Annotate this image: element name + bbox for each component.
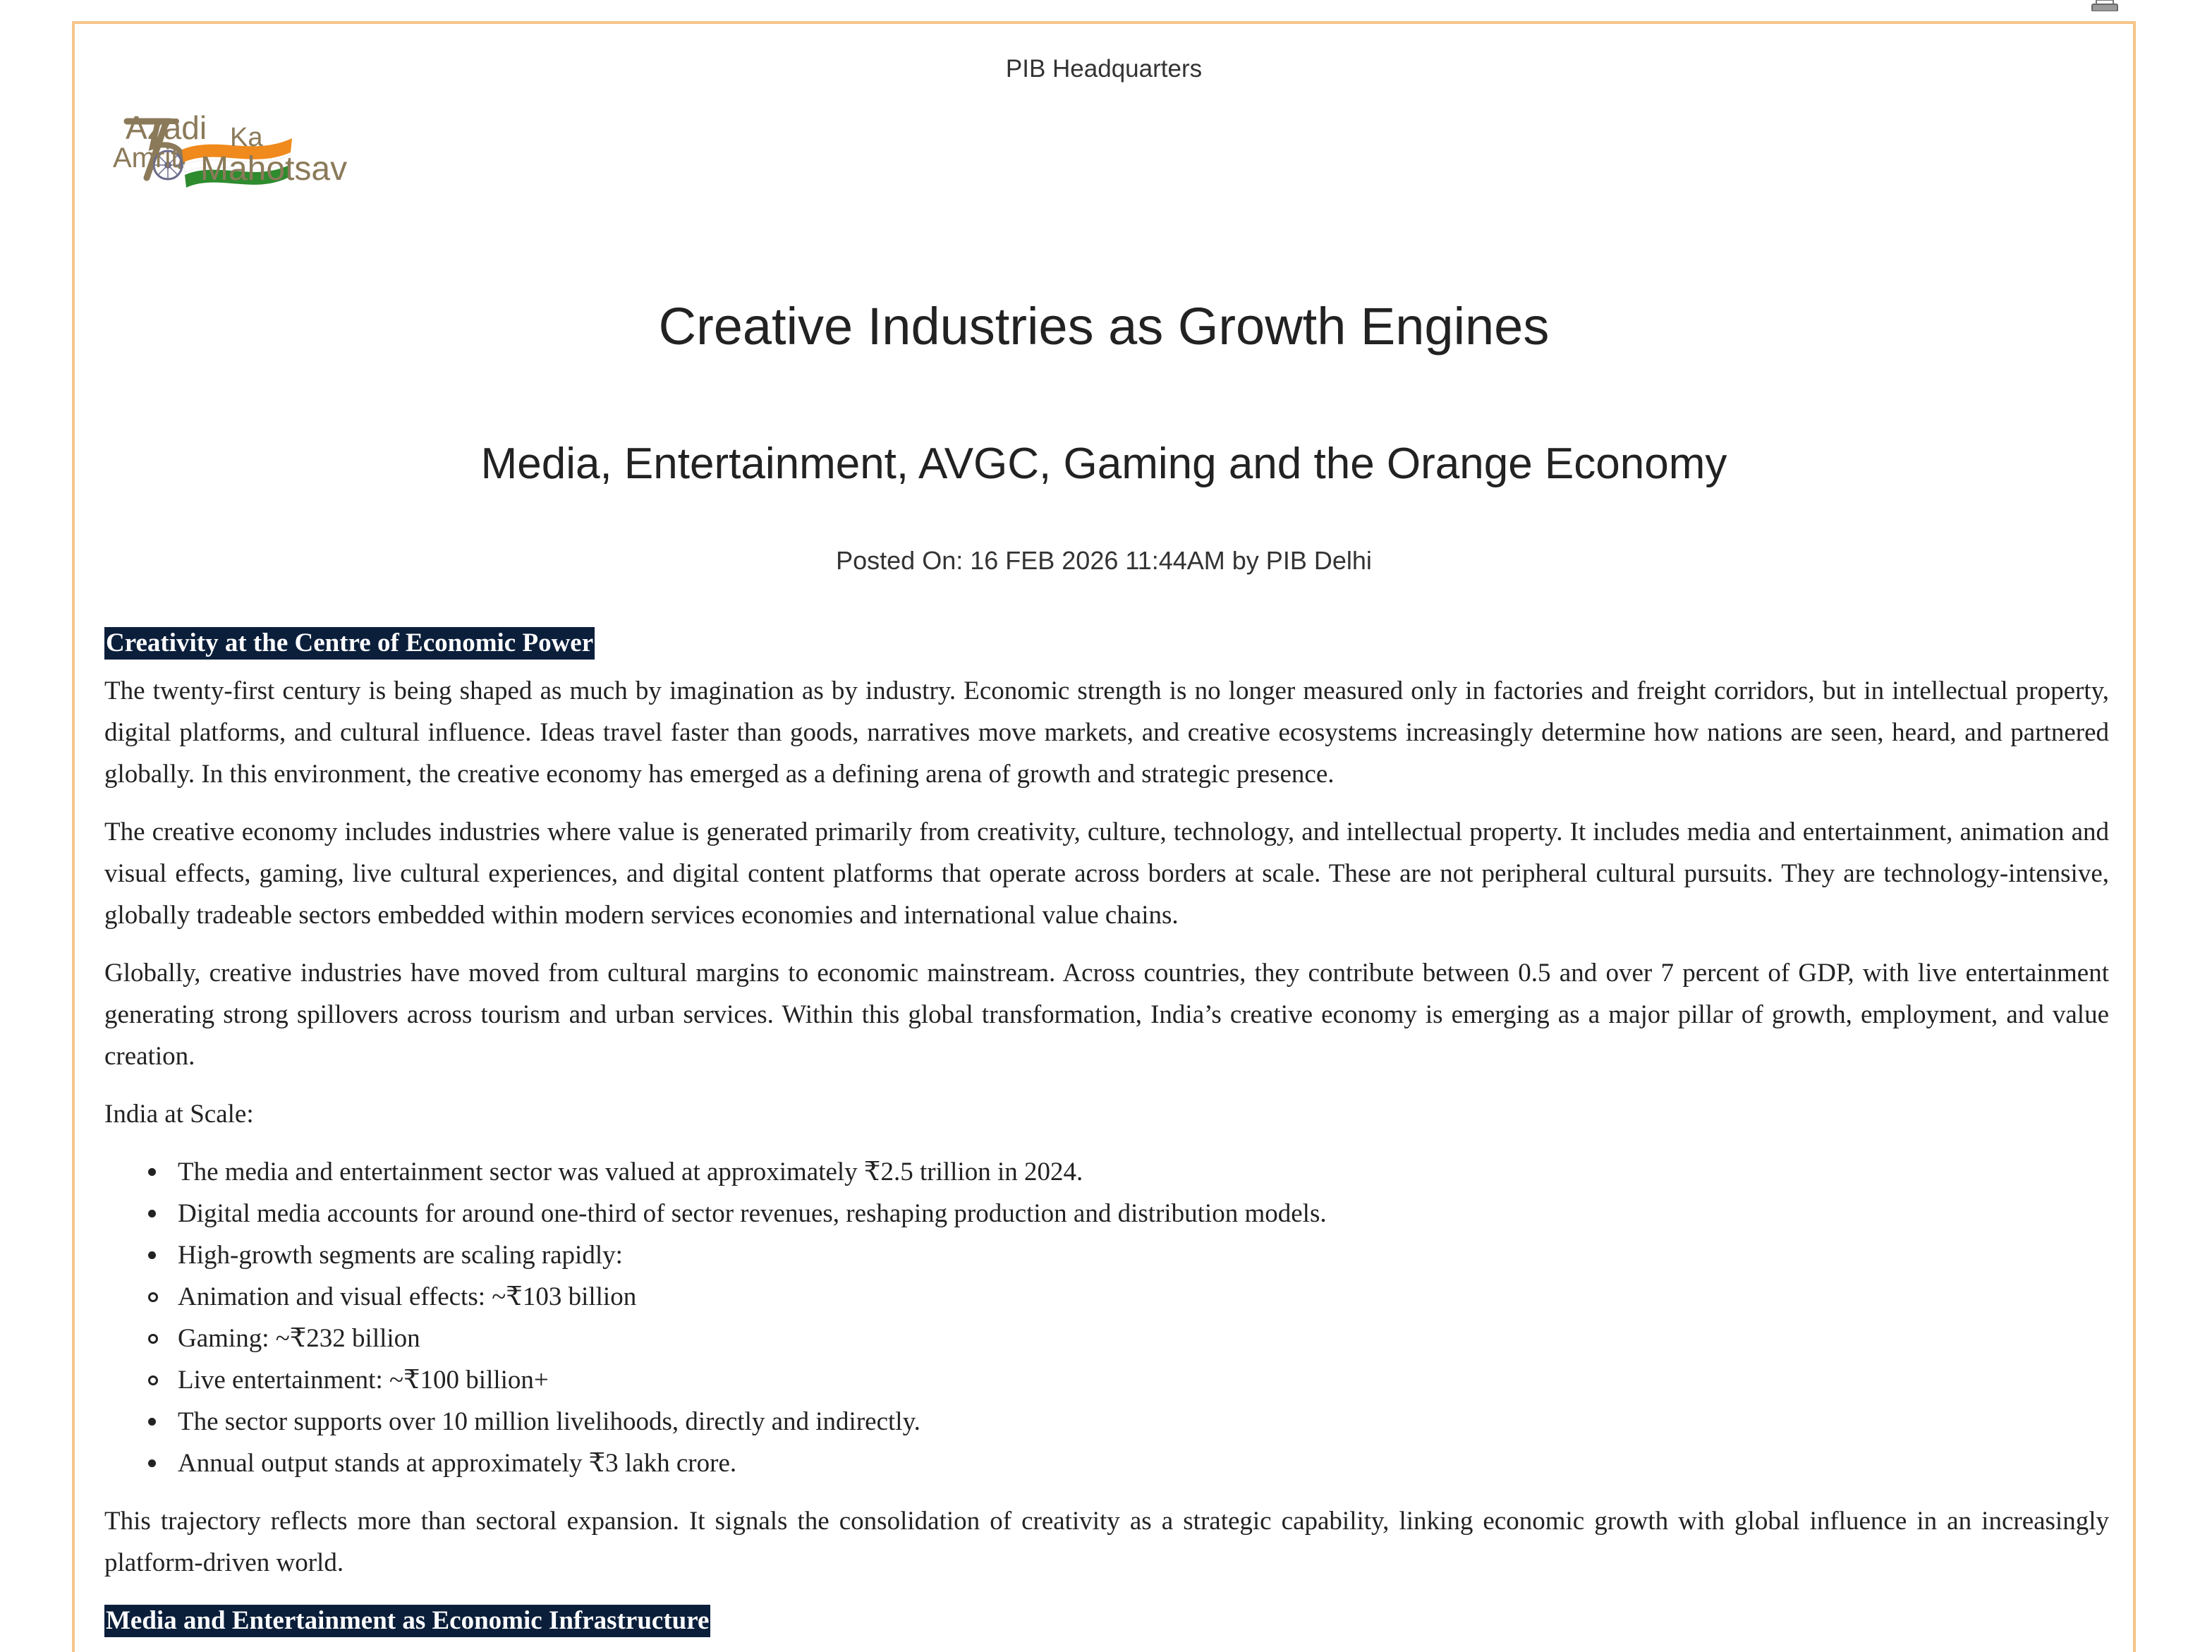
list-item: High-growth segments are scaling rapidly:: [178, 1234, 2109, 1276]
logo-word-azadi: Azadi: [126, 109, 207, 146]
section-heading-media: Media and Entertainment as Economic Infrastructure: [104, 1605, 710, 1637]
logo-word-amrit: Amrit: [113, 142, 179, 174]
india-at-scale-label: India at Scale:: [104, 1100, 254, 1129]
list-item: The media and entertainment sector was valued at approximately ₹2.5 trillion in 2024.: [178, 1151, 2109, 1193]
section-heading-creativity: Creativity at the Centre of Economic Power: [104, 627, 595, 660]
paragraph-2: The creative economy includes industries where value is generated primarily from creativity, culture, technology, and intellectual property. It includes media and entertainment, animation and visual effects, gaming, live cultural experiences, and digital content platforms that operate across borders at scale. These are not peripheral cultural pursuits. They are technology-intensive, globally tradeable sectors embedded within modern services economies and international value chains.: [104, 818, 2109, 930]
article-body: [104, 622, 2109, 1635]
paragraph-4: This trajectory reflects more than sectoral expansion. It signals the consolidation of creativity as a strategic capability, linking economic growth with global influence in an increasingly platform-driven world.: [104, 1507, 2109, 1577]
page-subtitle: Media, Entertainment, AVGC, Gaming and the Orange Economy: [480, 439, 1727, 488]
list-item: Annual output stands at approximately ₹3 lakh crore.: [178, 1443, 2109, 1484]
source-label: PIB Headquarters: [1005, 55, 1203, 83]
india-scale-list: [104, 1151, 2109, 1484]
list-item: The sector supports over 10 million livelihoods, directly and indirectly.: [178, 1401, 2109, 1443]
logo-word-ka: Ka: [230, 123, 263, 152]
logo-word-mahotsav: Mahotsav: [200, 150, 348, 188]
paragraph-3: Globally, creative industries have moved from cultural margins to economic mainstream. Across countries, they contribute between 0.5 and over 7 percent of GDP, with live entertainment generating strong spillovers across tourism and urban services. Within this global transformation, India’s creative economy is emerging as a major pillar of growth, employment, and value creation.: [104, 959, 2109, 1071]
printer-icon[interactable]: [2091, 0, 2119, 11]
page-title: Creative Industries as Growth Engines: [658, 297, 1550, 356]
list-item: Live entertainment: ~₹100 billion+: [178, 1359, 2109, 1401]
list-item: Animation and visual effects: ~₹103 billion: [178, 1276, 2109, 1318]
article-frame: [72, 21, 2136, 1652]
paragraph-1: The twenty-first century is being shaped as much by imagination as by industry. Economic strength is no longer measured only in factories and freight corridors, but in intellectual property, digital platforms, and cultural influence. Ideas travel faster than goods, narratives move markets, and creative ecosystems increasingly determine how nations are seen, heard, and partnered globally. In this environment, the creative economy has emerged as a defining arena of growth and strategic presence.: [104, 676, 2109, 789]
list-item: Digital media accounts for around one-third of sector revenues, reshaping production and distribution models.: [178, 1193, 2109, 1234]
posted-date: Posted On: 16 FEB 2026 11:44AM by PIB Delhi: [836, 546, 1372, 575]
list-item: Gaming: ~₹232 billion: [178, 1318, 2109, 1359]
